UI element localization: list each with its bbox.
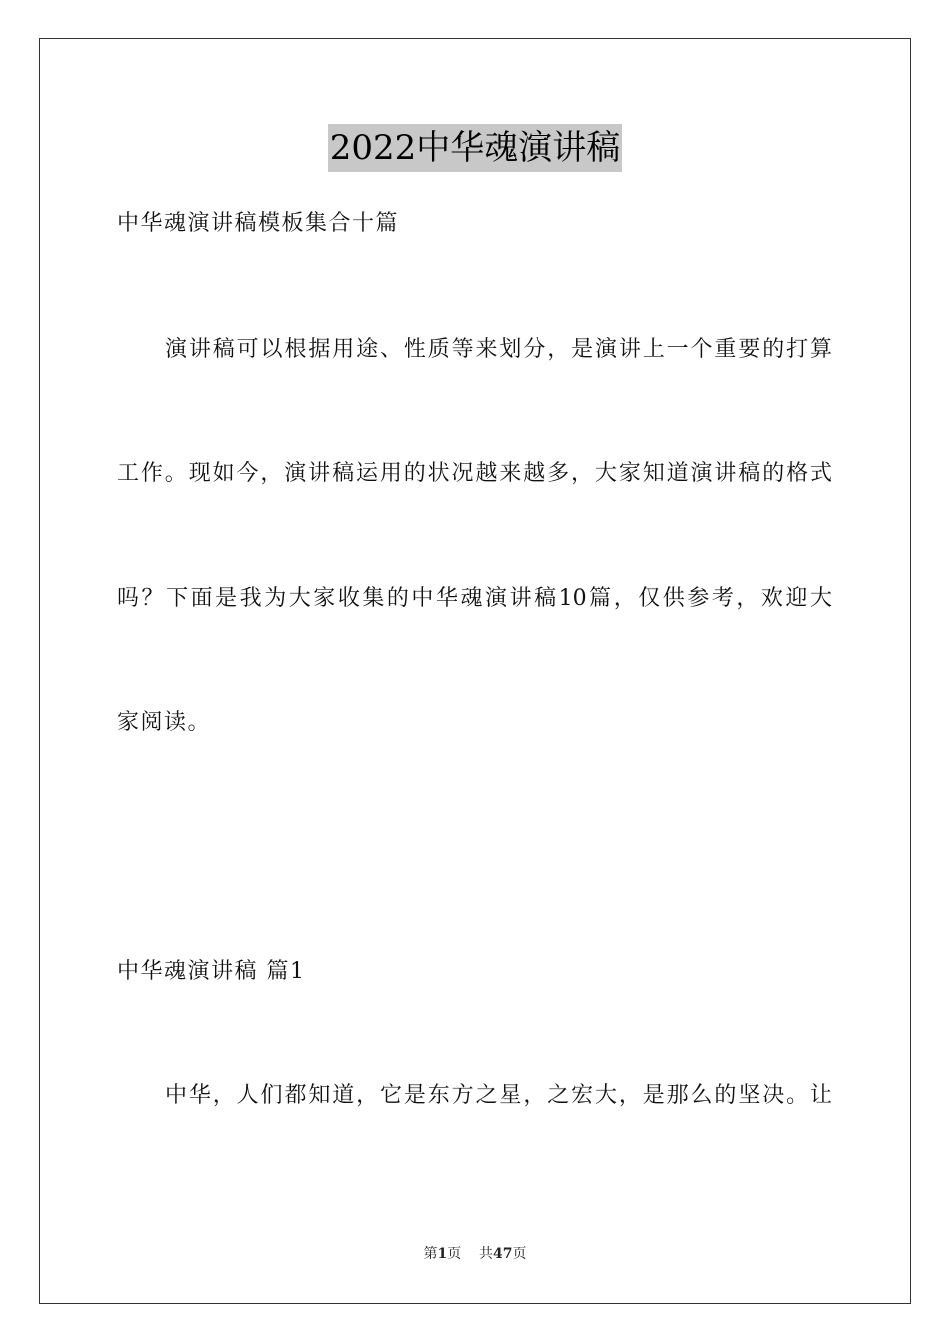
footer-page-prefix: 第	[423, 1246, 438, 1262]
footer-total-suffix: 页	[512, 1246, 527, 1262]
intro-line-3: 吗？下面是我为大家收集的中华魂演讲稿10篇，仅供参考，欢迎大	[117, 586, 832, 611]
document-title: 2022中华魂演讲稿	[328, 124, 623, 172]
intro-line-2: 工作。现如今，演讲稿运用的状况越来越多，大家知道演讲稿的格式	[117, 461, 832, 486]
section-line-1: 中华，人们都知道，它是东方之星，之宏大，是那么的坚决。让	[165, 1083, 832, 1108]
document-subtitle: 中华魂演讲稿模板集合十篇	[117, 211, 400, 236]
footer-page-number: 1	[437, 1246, 448, 1262]
footer-total-prefix: 共	[479, 1246, 494, 1262]
footer-page-suffix: 页	[447, 1246, 462, 1262]
page-footer	[0, 1244, 950, 1264]
section-heading: 中华魂演讲稿 篇1	[117, 959, 306, 984]
title-container	[0, 124, 950, 172]
footer-total-pages: 47	[493, 1246, 513, 1262]
intro-line-4: 家阅读。	[117, 710, 212, 735]
intro-line-1: 演讲稿可以根据用途、性质等来划分，是演讲上一个重要的打算	[165, 337, 832, 362]
